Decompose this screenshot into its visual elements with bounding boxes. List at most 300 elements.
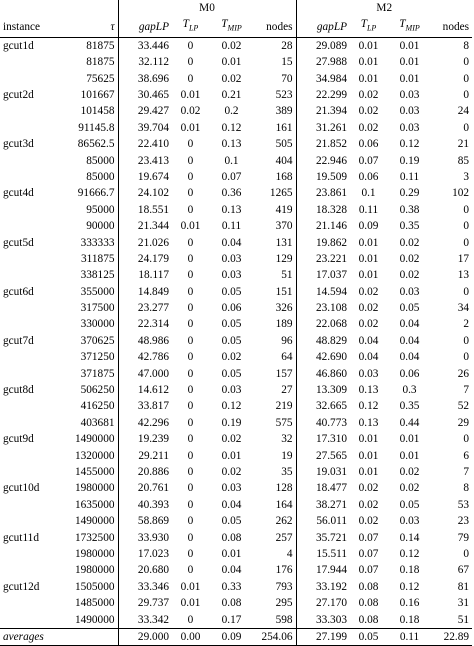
cell-tau: 91666.7 bbox=[77, 187, 115, 200]
group-header-row bbox=[0, 0, 472, 16]
table-row bbox=[0, 398, 472, 414]
cell-instance bbox=[0, 152, 59, 168]
cell-instance bbox=[0, 70, 59, 86]
cell-instance bbox=[0, 251, 59, 267]
cell-instance bbox=[0, 169, 59, 185]
cell-m2-tlp: 0.06 bbox=[358, 138, 379, 151]
cell-instance bbox=[0, 415, 59, 431]
cell-m2-nodes: 79 bbox=[457, 531, 470, 544]
cell-m2-tmip: 0.05 bbox=[399, 498, 420, 511]
cell-m0-gaplp: 42.786 bbox=[118, 349, 172, 365]
cell-m2-tmip: 0.18 bbox=[399, 564, 420, 577]
cell-m0-tlp: 0 bbox=[187, 138, 194, 151]
cell-m2-nodes: 6 bbox=[463, 449, 470, 462]
cell-m0-gaplp: 30.465 bbox=[118, 87, 172, 103]
cell-m0-nodes: 505 bbox=[275, 138, 293, 151]
cell-m2-gaplp: 17.037 bbox=[296, 267, 350, 283]
cell-tau: 101667 bbox=[80, 89, 115, 101]
table-row bbox=[0, 382, 472, 398]
cell-m2-gaplp: 23.861 bbox=[296, 185, 350, 201]
cell-m2-tlp: 0.01 bbox=[358, 72, 379, 85]
cell-m0-tlp: 0 bbox=[187, 269, 194, 282]
cell-instance: gcut11d bbox=[3, 531, 39, 544]
cell-instance: gcut2d bbox=[3, 89, 34, 101]
cell-m0-tmip: 0.03 bbox=[221, 269, 242, 282]
cell-m2-tlp: 0.01 bbox=[358, 236, 379, 249]
cell-m2-tlp: 0.06 bbox=[358, 170, 379, 183]
cell-m2-nodes: 8 bbox=[463, 482, 470, 495]
cell-m2-tlp: 0.07 bbox=[358, 547, 379, 560]
cell-m0-nodes: 64 bbox=[281, 351, 293, 364]
cell-m0-tmip: 0.36 bbox=[221, 187, 242, 200]
cell-instance bbox=[0, 546, 59, 562]
cell-m2-gaplp: 19.031 bbox=[296, 464, 350, 480]
cell-m2-tmip: 0.44 bbox=[399, 416, 420, 429]
cell-tau: 95000 bbox=[86, 203, 115, 216]
cell-m2-tlp: 0.02 bbox=[358, 105, 379, 118]
cell-m0-tmip: 0.02 bbox=[221, 433, 242, 446]
cell-m2-nodes: 13 bbox=[457, 269, 470, 282]
cell-instance bbox=[0, 562, 59, 578]
cell-m0-tmip: 0.13 bbox=[221, 203, 242, 216]
cell-m0-nodes: 70 bbox=[281, 72, 293, 85]
cell-m2-nodes: 85 bbox=[457, 154, 470, 167]
cell-m0-tlp: 0 bbox=[187, 203, 194, 216]
cell-instance bbox=[0, 464, 59, 480]
cell-m2-nodes: 21 bbox=[457, 138, 470, 151]
cell-m0-gaplp: 23.413 bbox=[118, 152, 172, 168]
cell-m2-tlp: 0.07 bbox=[358, 564, 379, 577]
cell-m2-nodes: 24 bbox=[457, 105, 470, 118]
cell-m2-gaplp: 17.310 bbox=[296, 431, 350, 447]
cell-m0-nodes: 326 bbox=[275, 302, 293, 315]
cell-m2-nodes: 0 bbox=[463, 351, 470, 364]
cell-m0-nodes: 168 bbox=[275, 170, 293, 183]
cell-m0-nodes: 176 bbox=[275, 564, 293, 577]
cell-m2-gaplp: 19.862 bbox=[296, 234, 350, 250]
cell-m2-gaplp: 46.860 bbox=[296, 365, 350, 381]
cell-tau: 81875 bbox=[86, 39, 115, 52]
cell-m0-nodes: 15 bbox=[281, 56, 293, 69]
table-row bbox=[0, 611, 472, 628]
cell-m0-tlp: 0 bbox=[187, 449, 194, 462]
cell-m0-gaplp: 21.344 bbox=[118, 218, 172, 234]
cell-m2-tlp: 0.03 bbox=[358, 367, 379, 380]
cell-m0-gaplp: 24.179 bbox=[118, 251, 172, 267]
cell-m0-tmip: 0.12 bbox=[221, 400, 242, 413]
cell-m0-tlp: 0.01 bbox=[180, 89, 201, 101]
cell-m0-tlp: 0.01 bbox=[180, 220, 201, 233]
avg-m0-gaplp: 29.000 bbox=[118, 628, 172, 645]
cell-m2-tmip: 0.04 bbox=[399, 351, 420, 364]
cell-m0-gaplp: 18.551 bbox=[118, 202, 172, 218]
cell-m2-tmip: 0.35 bbox=[399, 400, 420, 413]
cell-tau: 86562.5 bbox=[77, 138, 115, 151]
avg-m2-tmip: 0.11 bbox=[387, 628, 432, 645]
cell-m2-gaplp: 32.665 bbox=[296, 398, 350, 414]
table-row bbox=[0, 431, 472, 447]
cell-m2-gaplp: 48.829 bbox=[296, 333, 350, 349]
table-row bbox=[0, 464, 472, 480]
cell-m0-gaplp: 29.211 bbox=[118, 447, 172, 463]
cell-tau: 403681 bbox=[80, 416, 115, 429]
cell-instance: gcut5d bbox=[3, 236, 34, 249]
cell-m0-gaplp: 21.026 bbox=[118, 234, 172, 250]
cell-tau: 311875 bbox=[81, 252, 115, 265]
cell-instance: gcut7d bbox=[3, 334, 34, 347]
table-row bbox=[0, 234, 472, 250]
col-header-tmip: $T_{MIP}$ bbox=[387, 16, 432, 37]
cell-m2-nodes: 0 bbox=[463, 203, 470, 216]
cell-m0-nodes: 28 bbox=[281, 39, 293, 52]
cell-m2-tlp: 0.02 bbox=[358, 89, 379, 101]
cell-m2-gaplp: 33.192 bbox=[296, 579, 350, 595]
cell-m0-tlp: 0 bbox=[187, 367, 194, 380]
cell-instance bbox=[0, 365, 59, 381]
cell-m0-gaplp: 18.117 bbox=[118, 267, 172, 283]
cell-m2-tmip: 0.12 bbox=[399, 580, 420, 593]
cell-instance bbox=[0, 218, 59, 234]
cell-m0-tmip: 0.11 bbox=[221, 220, 242, 233]
cell-m0-tmip: 0.05 bbox=[221, 334, 242, 347]
table-row bbox=[0, 365, 472, 381]
cell-m2-gaplp: 27.170 bbox=[296, 595, 350, 611]
cell-m2-nodes: 0 bbox=[463, 547, 470, 560]
cell-m2-tmip: 0.04 bbox=[399, 334, 420, 347]
cell-m2-gaplp: 18.328 bbox=[296, 202, 350, 218]
cell-m0-gaplp: 14.849 bbox=[118, 284, 172, 300]
cell-m0-gaplp: 20.761 bbox=[118, 480, 172, 496]
table-row bbox=[0, 562, 472, 578]
cell-m2-gaplp: 42.690 bbox=[296, 349, 350, 365]
cell-m0-tlp: 0.01 bbox=[180, 580, 201, 593]
cell-m2-tmip: 0.03 bbox=[399, 515, 420, 528]
cell-m2-tlp: 0.07 bbox=[358, 154, 379, 167]
table-row bbox=[0, 169, 472, 185]
cell-m2-tlp: 0.02 bbox=[358, 482, 379, 495]
avg-m2-tlp: 0.05 bbox=[350, 628, 387, 645]
cell-m2-tmip: 0.29 bbox=[399, 187, 420, 200]
cell-m2-nodes: 34 bbox=[457, 302, 470, 315]
col-header-nodes: nodes bbox=[432, 16, 472, 37]
cell-m2-tlp: 0.01 bbox=[358, 252, 379, 265]
cell-m0-tlp: 0 bbox=[187, 531, 194, 544]
cell-m2-gaplp: 27.565 bbox=[296, 447, 350, 463]
blank-header bbox=[0, 0, 59, 16]
cell-m0-nodes: 131 bbox=[275, 236, 293, 249]
cell-m0-tmip: 0.02 bbox=[221, 39, 242, 52]
cell-tau: 1980000 bbox=[74, 547, 115, 560]
table-row bbox=[0, 480, 472, 496]
cell-m0-tmip: 0.02 bbox=[221, 72, 242, 85]
cell-m2-nodes: 31 bbox=[457, 597, 470, 610]
cell-instance: gcut8d bbox=[3, 384, 34, 397]
cell-m2-tmip: 0.02 bbox=[399, 465, 420, 478]
cell-instance bbox=[0, 300, 59, 316]
avg-m2-gaplp: 27.199 bbox=[296, 628, 350, 645]
cell-m2-tmip: 0.03 bbox=[399, 121, 420, 134]
cell-m2-tmip: 0.19 bbox=[399, 154, 420, 167]
cell-m2-tlp: 0.13 bbox=[358, 416, 379, 429]
cell-tau: 1980000 bbox=[74, 564, 115, 577]
cell-m0-nodes: 370 bbox=[275, 220, 293, 233]
table-row bbox=[0, 415, 472, 431]
cell-m2-gaplp: 38.271 bbox=[296, 497, 350, 513]
cell-m0-tlp: 0 bbox=[187, 515, 194, 528]
cell-m2-nodes: 8 bbox=[463, 39, 470, 52]
cell-m2-gaplp: 31.261 bbox=[296, 120, 350, 136]
table-row bbox=[0, 152, 472, 168]
cell-m2-nodes: 0 bbox=[463, 433, 470, 446]
cell-m2-tmip: 0.04 bbox=[399, 318, 420, 331]
cell-m0-tmip: 0.13 bbox=[221, 138, 242, 151]
cell-instance bbox=[0, 120, 59, 136]
cell-m0-tlp: 0.02 bbox=[180, 105, 201, 118]
cell-m2-tlp: 0.01 bbox=[358, 465, 379, 478]
cell-tau: 1455000 bbox=[74, 465, 115, 478]
group-header-m0: M0 bbox=[118, 0, 296, 16]
cell-m2-nodes: 51 bbox=[457, 613, 470, 626]
cell-m0-tmip: 0.06 bbox=[221, 302, 242, 315]
cell-m2-tmip: 0.12 bbox=[399, 547, 420, 560]
table-row bbox=[0, 579, 472, 595]
cell-m0-tmip: 0.12 bbox=[221, 121, 242, 134]
cell-m0-tmip: 0.08 bbox=[221, 597, 242, 610]
cell-m0-tlp: 0 bbox=[187, 351, 194, 364]
cell-m2-nodes: 0 bbox=[463, 285, 470, 298]
cell-m2-tmip: 0.05 bbox=[399, 302, 420, 315]
cell-m0-nodes: 19 bbox=[281, 449, 293, 462]
cell-instance bbox=[0, 103, 59, 119]
cell-instance: gcut1d bbox=[3, 39, 34, 52]
cell-m2-nodes: 0 bbox=[463, 56, 470, 69]
cell-m2-nodes: 2 bbox=[463, 318, 470, 331]
cell-m2-tmip: 0.01 bbox=[399, 449, 420, 462]
cell-m0-gaplp: 47.000 bbox=[118, 365, 172, 381]
averages-row bbox=[0, 628, 472, 645]
cell-m2-nodes: 0 bbox=[463, 121, 470, 134]
cell-m0-nodes: 35 bbox=[281, 465, 293, 478]
col-header-tau: τ bbox=[59, 16, 118, 37]
cell-m2-tmip: 0.01 bbox=[399, 56, 420, 69]
cell-m2-tlp: 0.1 bbox=[361, 187, 376, 200]
cell-m2-tlp: 0.01 bbox=[358, 56, 379, 69]
cell-m0-tmip: 0.04 bbox=[221, 498, 242, 511]
cell-tau: 1490000 bbox=[74, 433, 115, 446]
cell-tau: 101458 bbox=[80, 105, 115, 118]
cell-instance bbox=[0, 595, 59, 611]
cell-m0-nodes: 164 bbox=[275, 498, 293, 511]
cell-tau: 90000 bbox=[86, 220, 115, 233]
cell-m0-tlp: 0 bbox=[187, 400, 194, 413]
cell-m0-tlp: 0 bbox=[187, 482, 194, 495]
cell-m0-nodes: 96 bbox=[281, 334, 293, 347]
cell-m2-gaplp: 29.089 bbox=[296, 37, 350, 54]
cell-m0-gaplp: 33.817 bbox=[118, 398, 172, 414]
cell-instance: gcut4d bbox=[3, 187, 34, 200]
cell-m2-tmip: 0.01 bbox=[399, 72, 420, 85]
avg-m2-nodes: 22.89 bbox=[432, 628, 472, 645]
cell-tau: 355000 bbox=[80, 285, 115, 298]
cell-m2-tmip: 0.02 bbox=[399, 482, 420, 495]
table-row bbox=[0, 284, 472, 300]
cell-m2-tlp: 0.12 bbox=[358, 400, 379, 413]
table-row bbox=[0, 546, 472, 562]
cell-m0-nodes: 575 bbox=[275, 416, 293, 429]
cell-m0-tlp: 0 bbox=[187, 187, 194, 200]
table-row bbox=[0, 218, 472, 234]
cell-m0-nodes: 129 bbox=[275, 252, 293, 265]
cell-m0-tmip: 0.03 bbox=[221, 482, 242, 495]
cell-m2-gaplp: 19.509 bbox=[296, 169, 350, 185]
cell-m0-nodes: 51 bbox=[281, 269, 293, 282]
cell-m2-gaplp: 23.221 bbox=[296, 251, 350, 267]
cell-m2-nodes: 53 bbox=[457, 498, 470, 511]
cell-m2-tlp: 0.02 bbox=[358, 498, 379, 511]
table-row bbox=[0, 37, 472, 54]
cell-tau: 85000 bbox=[86, 170, 115, 183]
cell-m0-tlp: 0 bbox=[187, 285, 194, 298]
cell-m2-tlp: 0.07 bbox=[358, 531, 379, 544]
cell-m2-gaplp: 22.068 bbox=[296, 316, 350, 332]
cell-m2-tlp: 0.01 bbox=[358, 433, 379, 446]
cell-m0-gaplp: 22.410 bbox=[118, 136, 172, 152]
cell-m0-gaplp: 29.737 bbox=[118, 595, 172, 611]
cell-m0-nodes: 27 bbox=[281, 384, 293, 397]
cell-m2-tmip: 0.03 bbox=[399, 105, 420, 118]
cell-instance bbox=[0, 316, 59, 332]
table-row bbox=[0, 267, 472, 283]
cell-m0-tlp: 0 bbox=[187, 39, 194, 52]
column-header-row bbox=[0, 16, 472, 37]
cell-m0-tlp: 0 bbox=[187, 498, 194, 511]
cell-m0-gaplp: 19.674 bbox=[118, 169, 172, 185]
cell-m0-nodes: 523 bbox=[275, 89, 293, 101]
table-row bbox=[0, 513, 472, 529]
cell-m0-tmip: 0.02 bbox=[221, 351, 242, 364]
cell-m0-tmip: 0.01 bbox=[221, 547, 242, 560]
cell-m0-tlp: 0 bbox=[187, 465, 194, 478]
cell-m0-tmip: 0.04 bbox=[221, 564, 242, 577]
cell-m0-tmip: 0.19 bbox=[221, 416, 242, 429]
table-body bbox=[0, 37, 472, 628]
cell-m2-tmip: 0.06 bbox=[399, 367, 420, 380]
cell-m2-tlp: 0.04 bbox=[358, 351, 379, 364]
cell-m0-gaplp: 22.314 bbox=[118, 316, 172, 332]
avg-m0-tlp: 0.00 bbox=[172, 628, 209, 645]
cell-m2-tlp: 0.04 bbox=[358, 334, 379, 347]
cell-m2-nodes: 0 bbox=[463, 334, 470, 347]
cell-m0-nodes: 189 bbox=[275, 318, 293, 331]
cell-m0-tmip: 0.21 bbox=[221, 89, 242, 101]
cell-m0-gaplp: 23.277 bbox=[118, 300, 172, 316]
cell-m0-gaplp: 38.696 bbox=[118, 70, 172, 86]
cell-instance: gcut12d bbox=[3, 580, 40, 593]
cell-m0-tlp: 0 bbox=[187, 547, 194, 560]
cell-m2-gaplp: 21.146 bbox=[296, 218, 350, 234]
cell-m2-nodes: 81 bbox=[457, 580, 470, 593]
cell-tau: 1485000 bbox=[74, 597, 115, 610]
cell-m0-tlp: 0 bbox=[187, 302, 194, 315]
cell-instance: gcut3d bbox=[3, 138, 34, 151]
cell-instance bbox=[0, 513, 59, 529]
cell-m2-gaplp: 21.394 bbox=[296, 103, 350, 119]
cell-m0-gaplp: 24.102 bbox=[118, 185, 172, 201]
cell-tau: 416250 bbox=[80, 400, 115, 413]
cell-m0-nodes: 257 bbox=[275, 531, 293, 544]
cell-m2-gaplp: 40.773 bbox=[296, 415, 350, 431]
cell-m0-tmip: 0.05 bbox=[221, 285, 242, 298]
cell-m2-tlp: 0.08 bbox=[358, 613, 379, 626]
cell-tau: 1490000 bbox=[74, 515, 115, 528]
cell-tau: 371250 bbox=[80, 351, 115, 364]
cell-m2-nodes: 3 bbox=[463, 170, 470, 183]
cell-m2-nodes: 102 bbox=[452, 187, 470, 200]
cell-m0-tlp: 0 bbox=[187, 72, 194, 85]
cell-m0-tlp: 0 bbox=[187, 236, 194, 249]
group-header-m2: M2 bbox=[296, 0, 472, 16]
cell-m2-gaplp: 56.011 bbox=[296, 513, 350, 529]
cell-m0-gaplp: 33.342 bbox=[118, 611, 172, 628]
cell-m0-nodes: 1265 bbox=[269, 187, 293, 200]
cell-m0-gaplp: 40.393 bbox=[118, 497, 172, 513]
cell-m0-tlp: 0 bbox=[187, 564, 194, 577]
cell-tau: 333333 bbox=[80, 236, 115, 249]
cell-tau: 317500 bbox=[80, 302, 115, 315]
cell-m2-gaplp: 14.594 bbox=[296, 284, 350, 300]
table-row bbox=[0, 529, 472, 545]
cell-tau: 370625 bbox=[80, 334, 115, 347]
col-header-gaplp: gapLP bbox=[296, 16, 350, 37]
cell-instance bbox=[0, 398, 59, 414]
cell-m0-nodes: 419 bbox=[275, 203, 293, 216]
cell-instance: gcut6d bbox=[3, 285, 34, 298]
cell-m0-tmip: 0.05 bbox=[221, 367, 242, 380]
cell-m2-tmip: 0.11 bbox=[399, 170, 420, 183]
cell-m2-nodes: 52 bbox=[457, 400, 470, 413]
cell-tau: 1505000 bbox=[74, 580, 115, 593]
cell-m0-tmip: 0.03 bbox=[221, 252, 242, 265]
cell-m0-tmip: 0.1 bbox=[224, 154, 239, 167]
cell-m0-tmip: 0.2 bbox=[224, 105, 239, 118]
table-row bbox=[0, 87, 472, 103]
cell-m0-nodes: 151 bbox=[275, 285, 293, 298]
cell-m2-tlp: 0.01 bbox=[358, 39, 379, 52]
table-row bbox=[0, 595, 472, 611]
cell-m0-tlp: 0 bbox=[187, 433, 194, 446]
cell-tau: 371875 bbox=[80, 367, 115, 380]
cell-tau: 1490000 bbox=[74, 613, 115, 626]
averages-tau bbox=[59, 628, 118, 645]
cell-m2-tmip: 0.12 bbox=[399, 138, 420, 151]
cell-m0-tmip: 0.04 bbox=[221, 236, 242, 249]
table-row bbox=[0, 447, 472, 463]
cell-m0-tlp: 0 bbox=[187, 170, 194, 183]
table-row bbox=[0, 333, 472, 349]
cell-m2-tmip: 0.02 bbox=[399, 252, 420, 265]
cell-m2-nodes: 7 bbox=[463, 384, 470, 397]
cell-m0-nodes: 32 bbox=[281, 433, 293, 446]
col-header-tmip: $T_{MIP}$ bbox=[209, 16, 254, 37]
table-row bbox=[0, 136, 472, 152]
cell-m0-tmip: 0.05 bbox=[221, 318, 242, 331]
cell-m2-gaplp: 33.303 bbox=[296, 611, 350, 628]
cell-m0-gaplp: 32.112 bbox=[118, 54, 172, 70]
cell-m2-nodes: 0 bbox=[463, 220, 470, 233]
cell-m2-nodes: 29 bbox=[457, 416, 470, 429]
cell-m2-gaplp: 35.721 bbox=[296, 529, 350, 545]
avg-m0-nodes: 254.06 bbox=[254, 628, 296, 645]
